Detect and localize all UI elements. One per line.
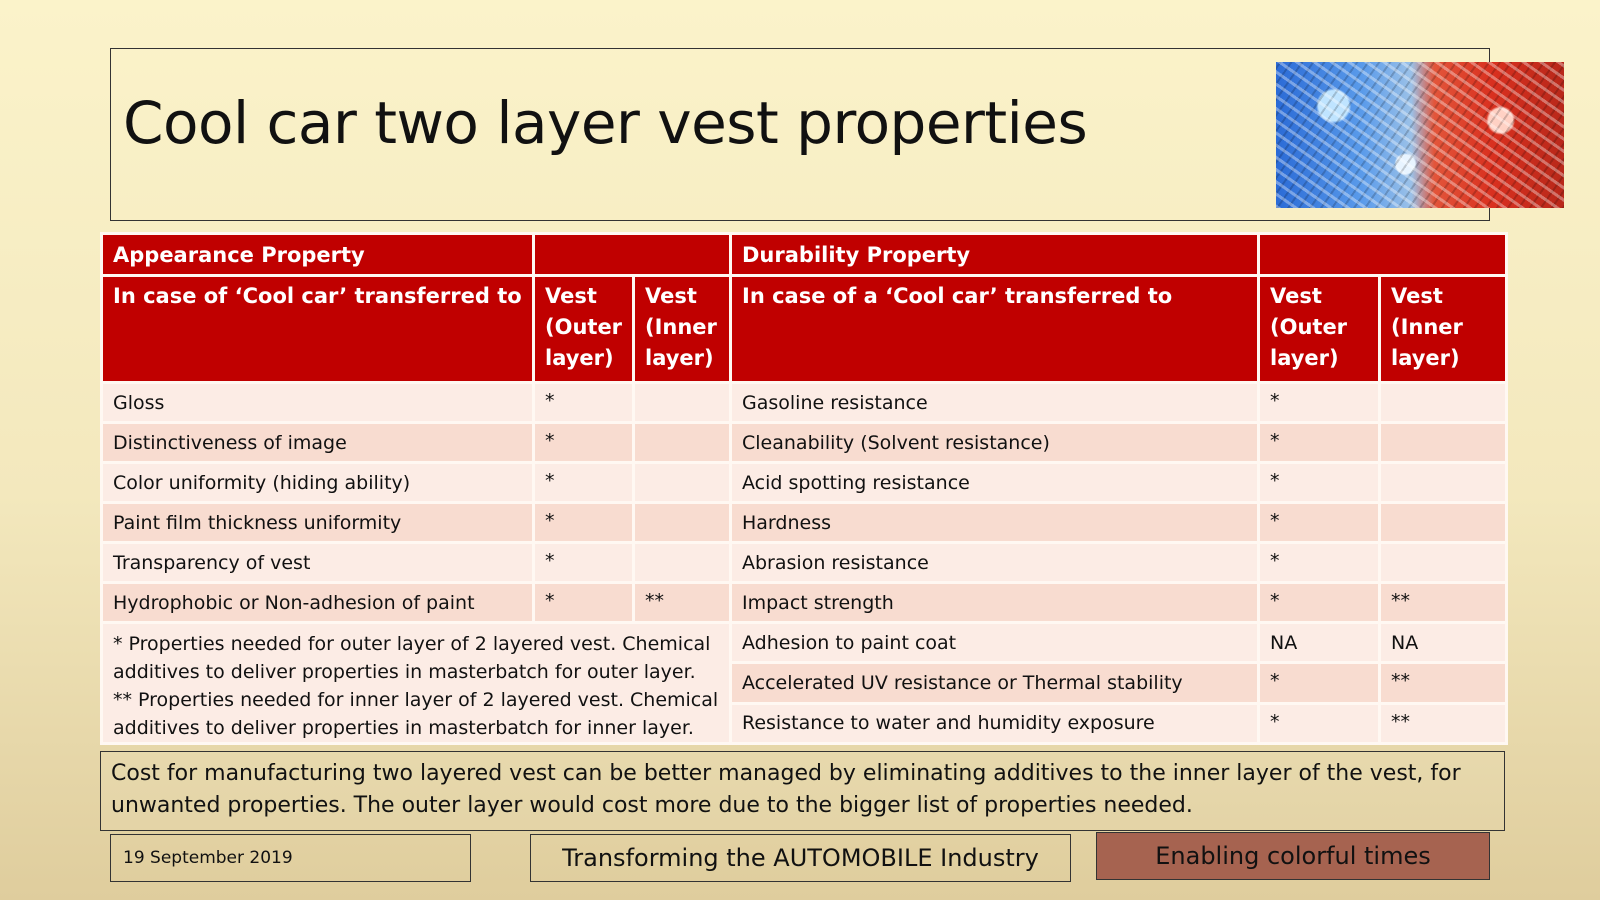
summary-box: Cost for manufacturing two layered vest can be better managed by eliminating additives to the inner layer of the vest, for unwanted properties. The outer layer would cost more due to the bigger list of properties needed. <box>100 751 1505 831</box>
appearance-property: Transparency of vest <box>102 543 534 583</box>
durability-property: Adhesion to paint coat <box>731 623 1259 663</box>
durability-subheader: In case of a ‘Cool car’ transferred to <box>731 276 1259 383</box>
footnote-cell <box>102 623 731 744</box>
appearance-inner-mark <box>634 543 731 583</box>
footnote-outer: * Properties needed for outer layer of 2 layered vest. Chemical additives to deliver properties in masterbatch for outer layer. <box>113 633 711 683</box>
durability-header-blank <box>1259 234 1507 276</box>
durability-outer-mark: * <box>1259 663 1380 703</box>
durability-property: Impact strength <box>731 583 1259 623</box>
appearance-inner-mark <box>634 423 731 463</box>
appearance-outer-mark: * <box>534 423 634 463</box>
footer-date: 19 September 2019 <box>110 834 471 882</box>
appearance-property: Color uniformity (hiding ability) <box>102 463 534 503</box>
durability-inner-mark <box>1380 543 1507 583</box>
appearance-header: Appearance Property <box>102 234 534 276</box>
durability-inner-mark <box>1380 383 1507 423</box>
durability-inner-mark: ** <box>1380 663 1507 703</box>
slide-title: Cool car two layer vest properties <box>123 89 1088 157</box>
appearance-outer-header: Vest (Outer layer) <box>534 276 634 383</box>
appearance-outer-mark: * <box>534 543 634 583</box>
appearance-inner-header: Vest (Inner layer) <box>634 276 731 383</box>
appearance-property: Paint film thickness uniformity <box>102 503 534 543</box>
appearance-inner-mark: ** <box>634 583 731 623</box>
table-row <box>102 583 1507 623</box>
durability-property: Acid spotting resistance <box>731 463 1259 503</box>
durability-outer-mark: * <box>1259 583 1380 623</box>
appearance-property: Distinctiveness of image <box>102 423 534 463</box>
appearance-property: Gloss <box>102 383 534 423</box>
footer-tagline: Enabling colorful times <box>1096 832 1490 880</box>
durability-outer-header: Vest (Outer layer) <box>1259 276 1380 383</box>
appearance-outer-mark: * <box>534 503 634 543</box>
durability-inner-mark: ** <box>1380 583 1507 623</box>
appearance-property: Hydrophobic or Non-adhesion of paint <box>102 583 534 623</box>
table-row <box>102 503 1507 543</box>
table-row <box>102 423 1507 463</box>
footer-center-text: Transforming the AUTOMOBILE Industry <box>530 834 1071 882</box>
durability-property: Resistance to water and humidity exposure <box>731 703 1259 743</box>
durability-inner-mark: NA <box>1380 623 1507 663</box>
durability-outer-mark: * <box>1259 423 1380 463</box>
appearance-inner-mark <box>634 503 731 543</box>
title-box <box>110 48 1490 221</box>
appearance-outer-mark: * <box>534 383 634 423</box>
durability-inner-mark <box>1380 463 1507 503</box>
durability-header: Durability Property <box>731 234 1259 276</box>
durability-property: Abrasion resistance <box>731 543 1259 583</box>
durability-outer-mark: * <box>1259 383 1380 423</box>
durability-inner-mark <box>1380 503 1507 543</box>
table-row <box>102 383 1507 423</box>
footnote-inner: ** Properties needed for inner layer of 2 layered vest. Chemical additives to deliver properties in masterbatch for inner layer. <box>113 689 719 739</box>
durability-inner-mark: ** <box>1380 703 1507 743</box>
table-row <box>102 463 1507 503</box>
appearance-outer-mark: * <box>534 463 634 503</box>
appearance-subheader: In case of ‘Cool car’ transferred to <box>102 276 534 383</box>
durability-property: Accelerated UV resistance or Thermal stability <box>731 663 1259 703</box>
durability-property: Hardness <box>731 503 1259 543</box>
appearance-header-blank <box>534 234 731 276</box>
colored-plastic-pellets-image <box>1276 62 1564 208</box>
appearance-outer-mark: * <box>534 583 634 623</box>
durability-outer-mark: * <box>1259 543 1380 583</box>
durability-outer-mark: * <box>1259 463 1380 503</box>
table-row <box>102 543 1507 583</box>
appearance-inner-mark <box>634 463 731 503</box>
properties-table <box>100 232 1508 745</box>
appearance-inner-mark <box>634 383 731 423</box>
durability-property: Cleanability (Solvent resistance) <box>731 423 1259 463</box>
table-row <box>102 623 1507 663</box>
durability-outer-mark: * <box>1259 503 1380 543</box>
durability-outer-mark: NA <box>1259 623 1380 663</box>
durability-property: Gasoline resistance <box>731 383 1259 423</box>
durability-inner-mark <box>1380 423 1507 463</box>
durability-outer-mark: * <box>1259 703 1380 743</box>
durability-inner-header: Vest (Inner layer) <box>1380 276 1507 383</box>
